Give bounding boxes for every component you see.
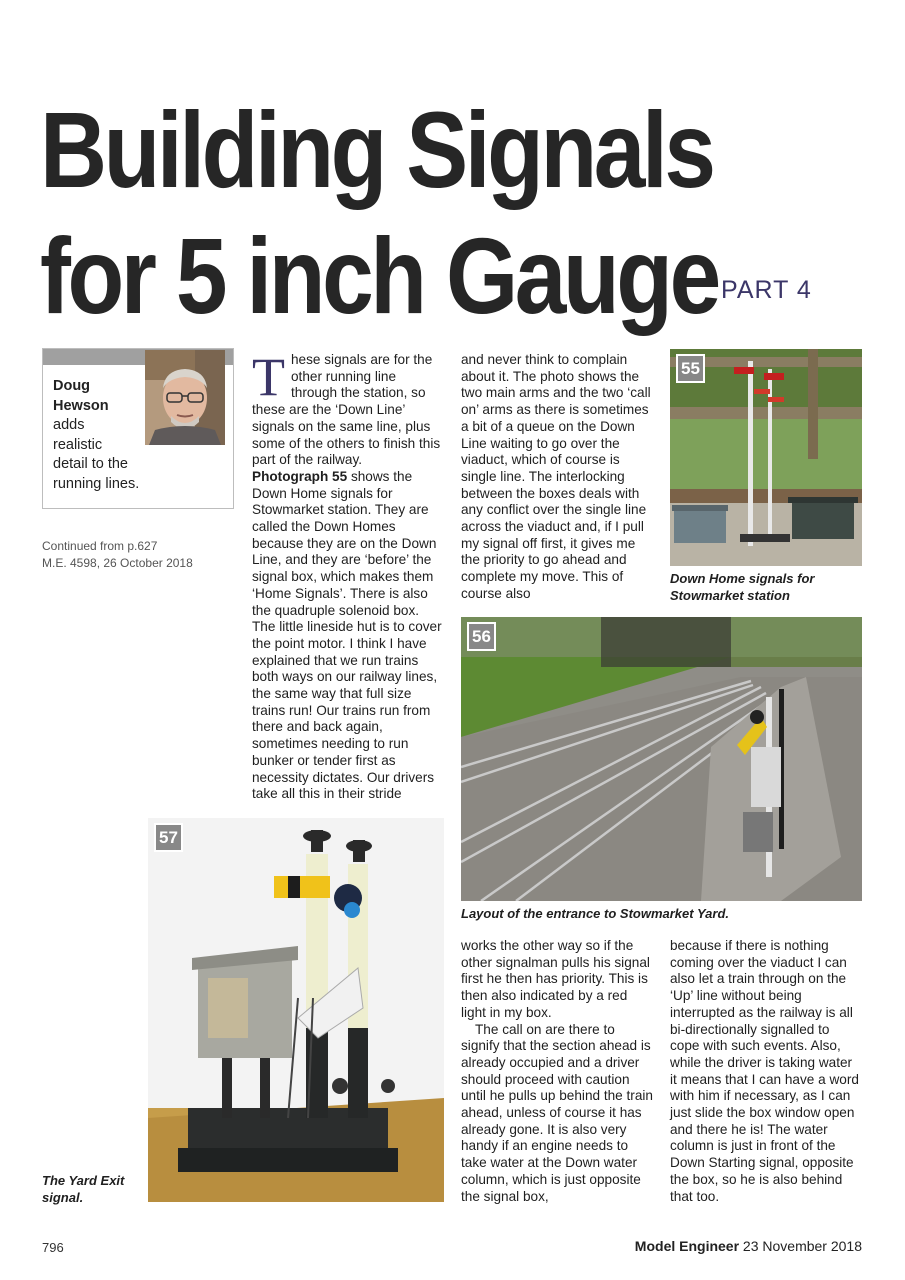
photo-56 [461, 617, 862, 901]
page-number: 796 [42, 1240, 64, 1255]
author-blurb-3: detail to the [53, 456, 128, 472]
title-line-1: Building Signals [40, 89, 713, 210]
photo-55-caption [670, 570, 862, 604]
paragraph-6: because if there is nothing coming over the viaduct I can also let a train through on the ‘Up’ line without being interrupted as the railway is all bi-directionally signalled to cope with such events. Also, while the driver is taking water it means that I can have a word with him if necessary, as I can just slide the box window open and there he is! The water column is just in front of the Down Starting signal, opposite the box, so he is also behind that too. [670, 938, 859, 1204]
photo-55-caption-line-2: Stowmarket station [670, 588, 790, 603]
footer-masthead [635, 1238, 862, 1254]
paragraph-1-text: hese signals are for the other running line through the station, so these are the ‘Down Line’ signals on the same line, plus some of the others to finish this part of the railway. [252, 352, 441, 468]
issue-date: 23 November 2018 [739, 1238, 862, 1254]
author-portrait [145, 350, 225, 445]
paragraph-4: works the other way so if the other signalman pulls his signal first he then has priority. This is then also indicated by a red light in my box. [461, 938, 650, 1020]
photo-56-caption: Layout of the entrance to Stowmarket Yard. [461, 906, 729, 921]
photo-55 [670, 349, 862, 566]
author-blurb-2: realistic [53, 436, 103, 453]
author-blurb-1: adds [53, 417, 85, 433]
author-first-name: Doug [53, 378, 91, 394]
photo-57-caption-line-2: signal. [42, 1190, 84, 1205]
article-column-3-bottom [670, 938, 862, 1205]
photo-57-number: 57 [154, 823, 183, 852]
photo-56-number: 56 [467, 622, 496, 651]
photo-55-number: 55 [676, 354, 705, 383]
paragraph-2 [252, 469, 444, 803]
photo-56-image [461, 617, 862, 901]
photo-57-caption [42, 1172, 142, 1206]
author-last-name: Hewson [53, 397, 109, 414]
drop-cap: T [252, 347, 285, 407]
author-blurb [53, 377, 139, 494]
photo-55-caption-line-1: Down Home signals for [670, 571, 815, 586]
photo-57-image [148, 818, 444, 1202]
article-column-1 [252, 347, 444, 803]
paragraph-3: and never think to complain about it. The photo shows the two main arms and the two ‘call on’ arms as there is sometimes a bit of a queue on the Down Line waiting to go over the viaduct, which of course is single line. The interlocking between the boxes deals with any conflict over the single line across the viaduct and, if I pull my signal off first, it gives me the priority to go ahead and complete my move. This of course also [461, 352, 651, 601]
article-column-2-top [461, 352, 653, 603]
title-line-2: for 5 inch Gauge [40, 215, 718, 336]
author-box [42, 348, 234, 509]
author-blurb-4: running lines. [53, 475, 140, 492]
continued-line-1: Continued from p.627 [42, 539, 158, 553]
continued-note [42, 538, 193, 572]
paragraph-1 [252, 347, 444, 469]
magazine-name: Model Engineer [634, 1238, 740, 1254]
photo-57 [148, 818, 444, 1202]
photo-57-caption-line-1: The Yard Exit [42, 1173, 125, 1188]
article-column-2-bottom [461, 938, 653, 1205]
paragraph-5: The call on are there to signify that the section ahead is already occupied and a driver should proceed with caution until he pulls up behind the train ahead, unless of course it has already gone. It is also very handy if an engine needs to take water at the Down water column, which is just opposite the signal box, [461, 1021, 653, 1204]
continued-line-2: M.E. 4598, 26 October 2018 [42, 556, 193, 570]
paragraph-2-text: shows the Down Home signals for Stowmarket station. They are called the Down Homes because they are on the Down Line, and they are ‘before’ the signal box, which makes them ‘Home Signals’. There is also the quadruple solenoid box. The little lineside hut is to cover the point motor. I think I have explained that we run trains both ways on our railway lines, the same way that full size trains run! Our trains run from there and back again, sometimes needing to run bunker or tender first as necessity dictates. Our drivers take all this in their stride [252, 468, 442, 802]
part-label: PART 4 [721, 276, 812, 304]
photo-ref-55: Photograph 55 [252, 468, 348, 484]
